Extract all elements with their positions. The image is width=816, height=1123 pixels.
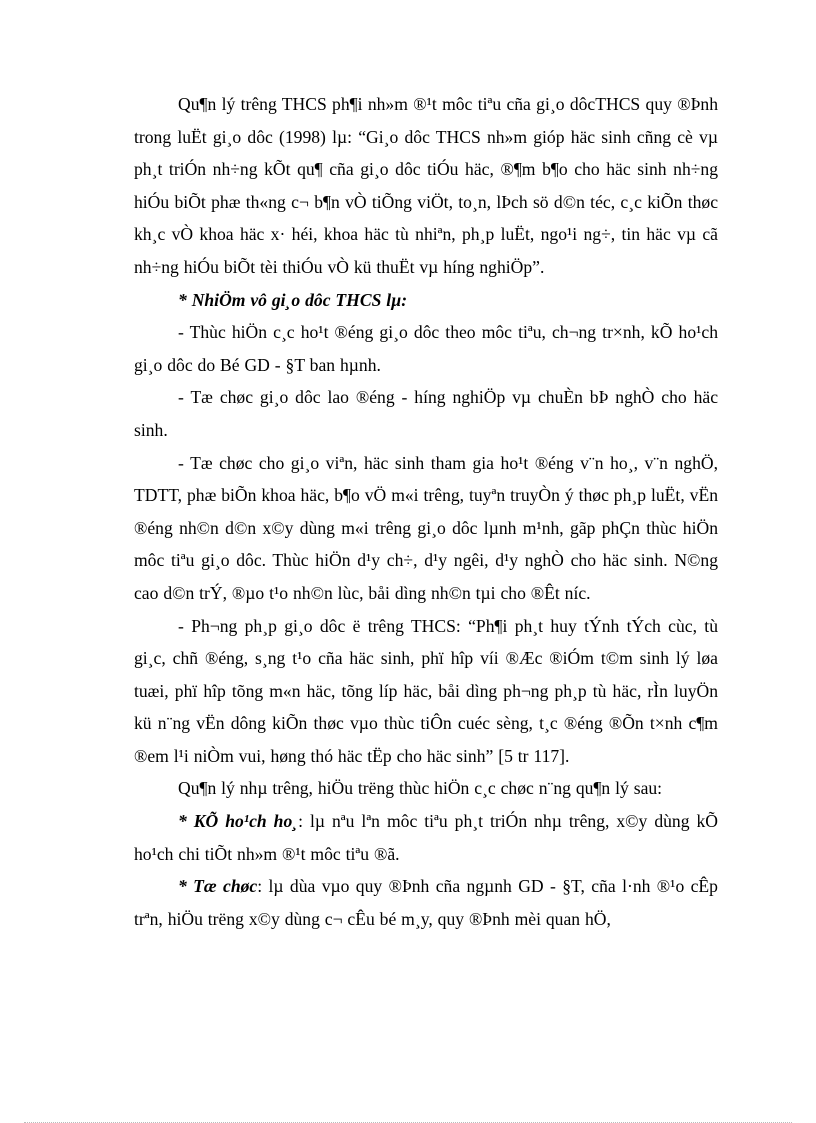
paragraph-task-3 <box>134 447 718 610</box>
paragraph-text: - Tæ chøc cho gi¸o viªn, häc sinh tham gia ho¹t ®éng v¨n ho¸, v¨n nghÖ, TDTT, phæ biÕn khoa häc, b¶o vÖ m«i trêng, tuyªn truyÒn ý thøc ph¸p luËt, vËn ®éng nh©n d©n x©y dùng m«i trêng gi¸o dôc lµnh m¹nh, gãp phÇn thùc hiÖn môc tiªu gi¸o dôc. Thùc hiÖn d¹y ch÷, d¹y ngêi, d¹y nghÒ cho häc sinh. N©ng cao d©n trÝ, ®µo t¹o nh©n lùc, båi dìng nh©n tµi cho ®Êt níc. <box>134 452 718 603</box>
paragraph-text: Qu¶n lý nhµ trêng, hiÖu trëng thùc hiÖn c¸c chøc n¨ng qu¶n lý sau: <box>178 778 663 799</box>
paragraph-method <box>134 610 718 773</box>
document-body <box>134 88 718 935</box>
paragraph-text: - Thùc hiÖn c¸c ho¹t ®éng gi¸o dôc theo môc tiªu, ch¬ng tr×nh, kÕ ho¹ch gi¸o dôc do Bé GD - §T ban hµnh. <box>134 322 718 375</box>
paragraph-intro <box>134 88 718 284</box>
paragraph-text: Qu¶n lý trêng THCS ph¶i nh»m ®¹t môc tiªu cña gi¸o dôcTHCS quy ®Þnh trong luËt gi¸o dôc (1998) lµ: “Gi¸o dôc THCS nh»m gióp häc sinh cñng cè vµ ph¸t triÓn nh÷ng kÕt qu¶ cña gi¸o dôc tiÓu häc, ®¶m b¶o cho häc sinh nh÷ng hiÓu biÕt phæ th«ng c¬ b¶n vÒ tiÕng viÖt, to¸n, lÞch sö d©n téc, c¸c kiÕn thøc kh¸c vÒ khoa häc x· héi, khoa häc tù nhiªn, ph¸p luËt, ngo¹i ng÷, tin häc vµ cã nh÷ng hiÓu biÕt tèi thiÓu vÒ kü thuËt vµ híng nghiÖp”. <box>134 94 718 277</box>
heading-label: * NhiÖm vô gi¸o dôc THCS lµ: <box>178 289 408 310</box>
planning-label: * KÕ ho¹ch ho¸ <box>178 811 299 832</box>
paragraph-functions <box>134 772 718 805</box>
paragraph-task-2 <box>134 381 718 446</box>
heading-tasks <box>134 284 718 317</box>
paragraph-text: - Ph¬ng ph¸p gi¸o dôc ë trêng THCS: “Ph¶i ph¸t huy tÝnh tÝch cùc, tù gi¸c, chñ ®éng, s¸ng t¹o cña häc sinh, phï hîp víi ®Æc ®iÓm t©m sinh lý løa tuæi, phï hîp tõng m«n häc, tõng líp häc, båi dìng ph¬ng ph¸p tù häc, rÌn luyÖn kü n¨ng vËn dông kiÕn thøc vµo thùc tiÔn cuéc sèng, t¸c ®éng ®Õn t×nh c¶m ®em l¹i niÒm vui, høng thó häc tËp cho häc sinh” [5 tr 117]. <box>134 615 718 766</box>
paragraph-task-1 <box>134 316 718 381</box>
paragraph-organizing <box>134 870 718 935</box>
paragraph-text: : lµ dùa vµo quy ®Þnh cña ngµnh GD - §T, cña l·nh ®¹o cÊp trªn, hiÖu trëng x©y dùng c¬ cÊu bé m¸y, quy ®Þnh mèi quan hÖ, <box>134 876 718 929</box>
paragraph-planning <box>134 805 718 870</box>
paragraph-text: - Tæ chøc gi¸o dôc lao ®éng - híng nghiÖp vµ chuÈn bÞ nghÒ cho häc sinh. <box>134 387 718 440</box>
organizing-label: * Tæ chøc <box>178 876 258 897</box>
paragraph-text: : lµ nªu lªn môc tiªu ph¸t triÓn nhµ trêng, x©y dùng kÕ ho¹ch chi tiÕt nh»m ®¹t môc tiªu ®ã. <box>134 811 719 864</box>
